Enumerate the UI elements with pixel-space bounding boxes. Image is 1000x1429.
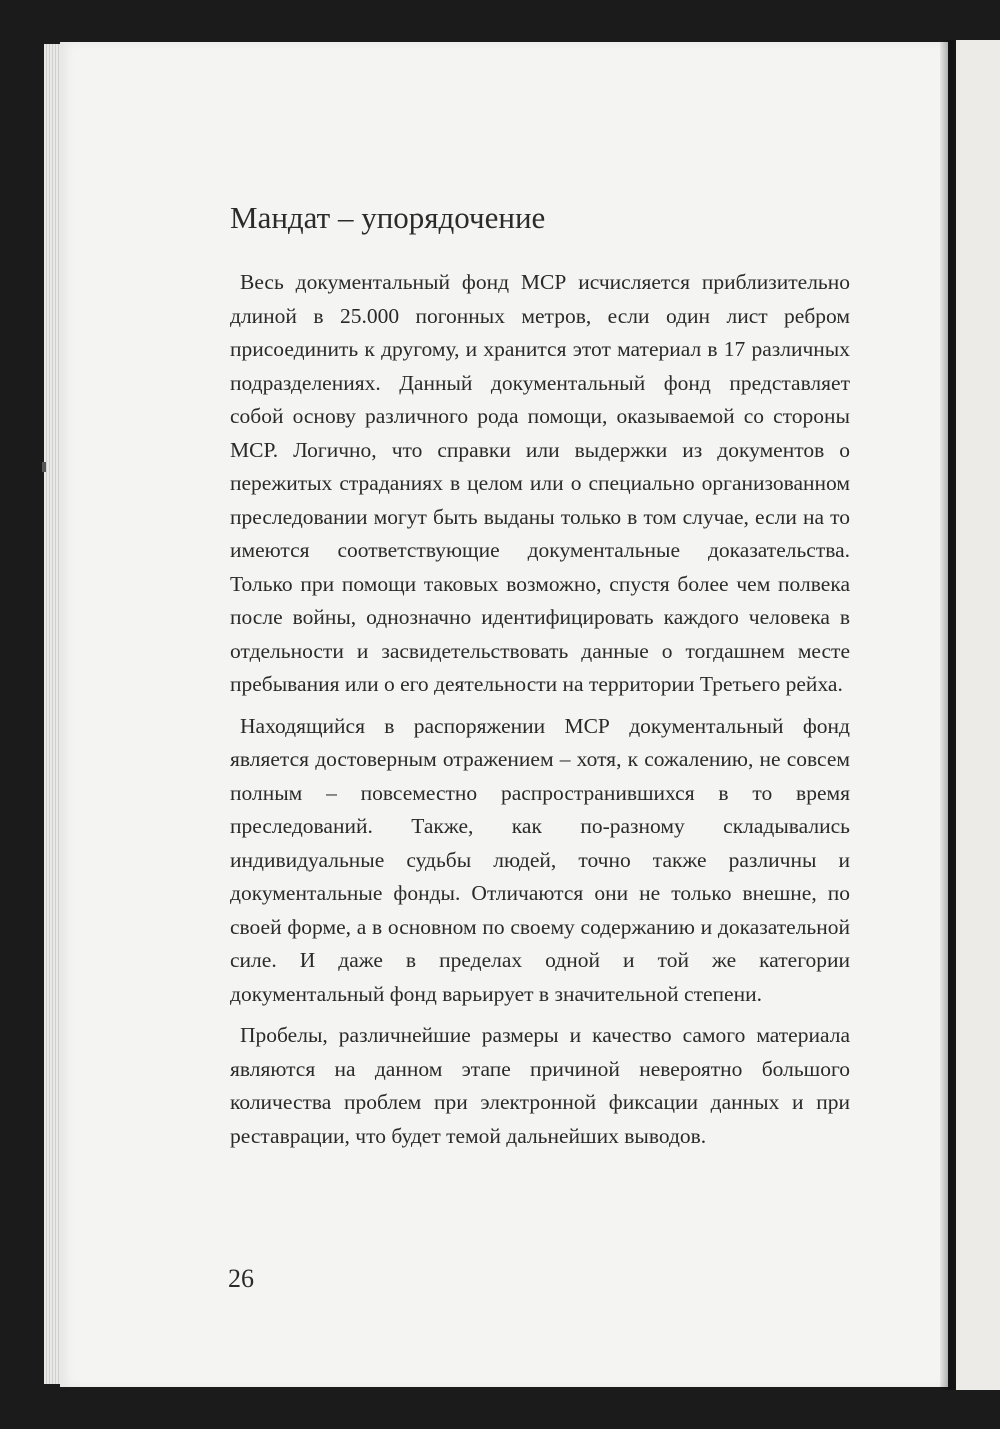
next-page-edge [956, 40, 1000, 1390]
paragraph: Весь документальный фонд МСР исчисляется приблизительно длиной в 25.000 погонных метров, если один лист ребром присоединить к другому, и хранится этот материал в 17 различных подразделениях. Данный документальный фонд представляет собой основу различного рода помощи, оказываемой со стороны МСР. Логично, что справки или выдержки из документов о пережитых страданиях в целом или о специально организованном преследовании могут быть выданы только в том случае, если на то имеются соответствующие документальные доказательства. Только при помощи таковых возможно, спустя более чем полвека после войны, однозначно идентифицировать каждого человека в отдельности и засвидетельствовать данные о тогдашнем месте пребывания или о его деятельности на территории Третьего рейха. [230, 270, 850, 696]
page-content [230, 200, 850, 1161]
section-title: Мандат – упорядочение [230, 200, 546, 235]
paragraph: Находящийся в распоряжении МСР документальный фонд является достоверным отражением – хотя, к сожалению, не совсем полным – повсеместно распространившихся в то время преследований. Также, как по-разному складывались индивидуальные судьбы людей, точно также различны и документальные фонды. Отличаются они не только внешне, по своей форме, а в основном по своему содержанию и доказательной силе. И даже в пределах одной и той же категории документальный фонд варьирует в значительной степени. [230, 713, 850, 1006]
page-number: 26 [228, 1264, 254, 1293]
paragraph: Пробелы, различнейшие размеры и качество самого материала являются на данном этапе причиной невероятно большого количества проблем при электронной фиксации данных и при реставрации, что будет темой дальнейших выводов. [230, 1023, 850, 1148]
binder-mark [42, 462, 46, 472]
